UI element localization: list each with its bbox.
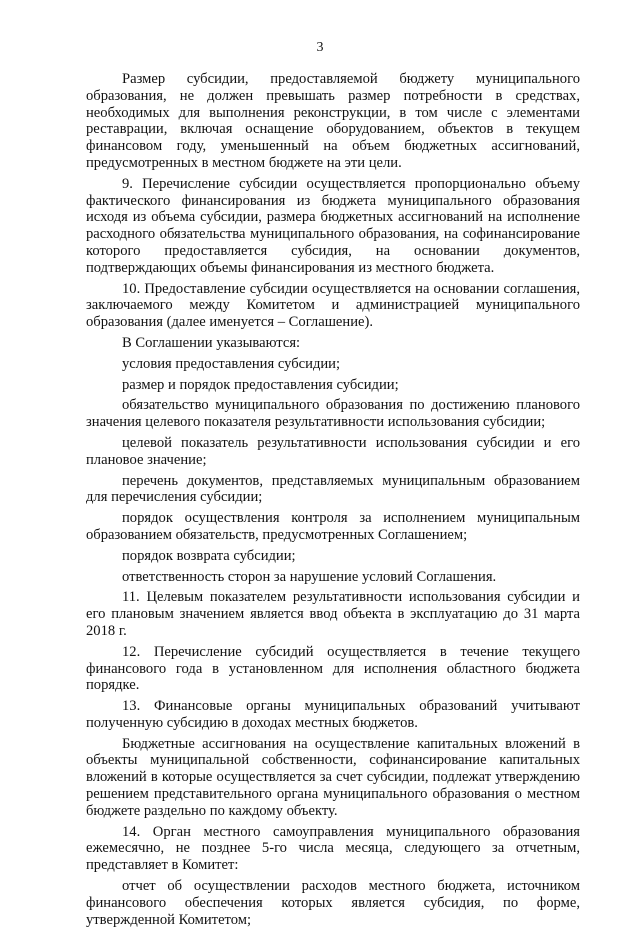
paragraph: В Соглашении указываются: (122, 334, 301, 351)
list-item: порядок возврата субсидии; (122, 547, 296, 564)
paragraph: 13. Финансовые органы муниципальных образований учитывают полученную субсидию в доходах местных бюджетов. (86, 698, 580, 731)
list-item: порядок осуществления контроля за исполнением муниципальным образованием обязательств, предусмотренных Соглашением; (86, 510, 580, 543)
list-item: перечень документов, представляемых муниципальным образованием для перечисления субсидии; (86, 472, 580, 506)
list-item: условия предоставления субсидии; (122, 355, 341, 372)
paragraph: 10. Предоставление субсидии осуществляется на основании соглашения, заключаемого между Комитетом и администрацией муниципального образования (далее именуется – Соглашение). (86, 280, 580, 331)
paragraph: Размер субсидии, предоставляемой бюджету муниципального образования, не должен превышать размер потребности в средствах, необходимых для выполнения реконструкции, в том числе с элементами реставрации, включая оснащение оборудованием, объектов в текущем финансовом году, уменьшенный на объем бюджетных ассигнований, предусмотренных в местном бюджете на эти цели. (86, 71, 580, 171)
paragraph: 12. Перечисление субсидий осуществляется в течение текущего финансового года в установленном для исполнения областного бюджета порядке. (86, 643, 580, 694)
document-body (86, 71, 580, 928)
list-item: отчет об осуществлении расходов местного бюджета, источником финансового обеспечения которых является субсидия, по форме, утвержденной Комитетом; (86, 878, 580, 928)
list-item: целевой показатель результативности использования субсидии и его плановое значение; (86, 434, 580, 468)
list-item: обязательство муниципального образования по достижению планового значения целевого показателя результативности использования субсидии; (86, 397, 580, 431)
paragraph: 14. Орган местного самоуправления муниципального образования ежемесячно, не позднее 5-го числа месяца, следующего за отчетным, представляет в Комитет: (86, 823, 580, 874)
list-item: размер и порядок предоставления субсидии; (122, 376, 399, 393)
paragraph: 9. Перечисление субсидии осуществляется пропорционально объему фактического финансирования из бюджета муниципального образования исходя из объема субсидии, размера бюджетных ассигнований на исполнение расходного обязательства муниципального образования, на софинансирование которого предоставляется субсидия, на основании документов, подтверждающих объемы финансирования из местного бюджета. (86, 175, 580, 276)
paragraph: 11. Целевым показателем результативности использования субсидии и его плановым значением является ввод объекта в эксплуатацию до 31 марта 2018 г. (86, 589, 580, 639)
paragraph: Бюджетные ассигнования на осуществление капитальных вложений в объекты муниципальной собственности, софинансирование капитальных вложений в которые осуществляется за счет субсидии, подлежат утверждению решением представительного органа муниципального образования о местном бюджете раздельно по каждому объекту. (86, 735, 580, 819)
page-number: 3 (316, 40, 324, 55)
list-item: ответственность сторон за нарушение условий Соглашения. (122, 568, 497, 585)
